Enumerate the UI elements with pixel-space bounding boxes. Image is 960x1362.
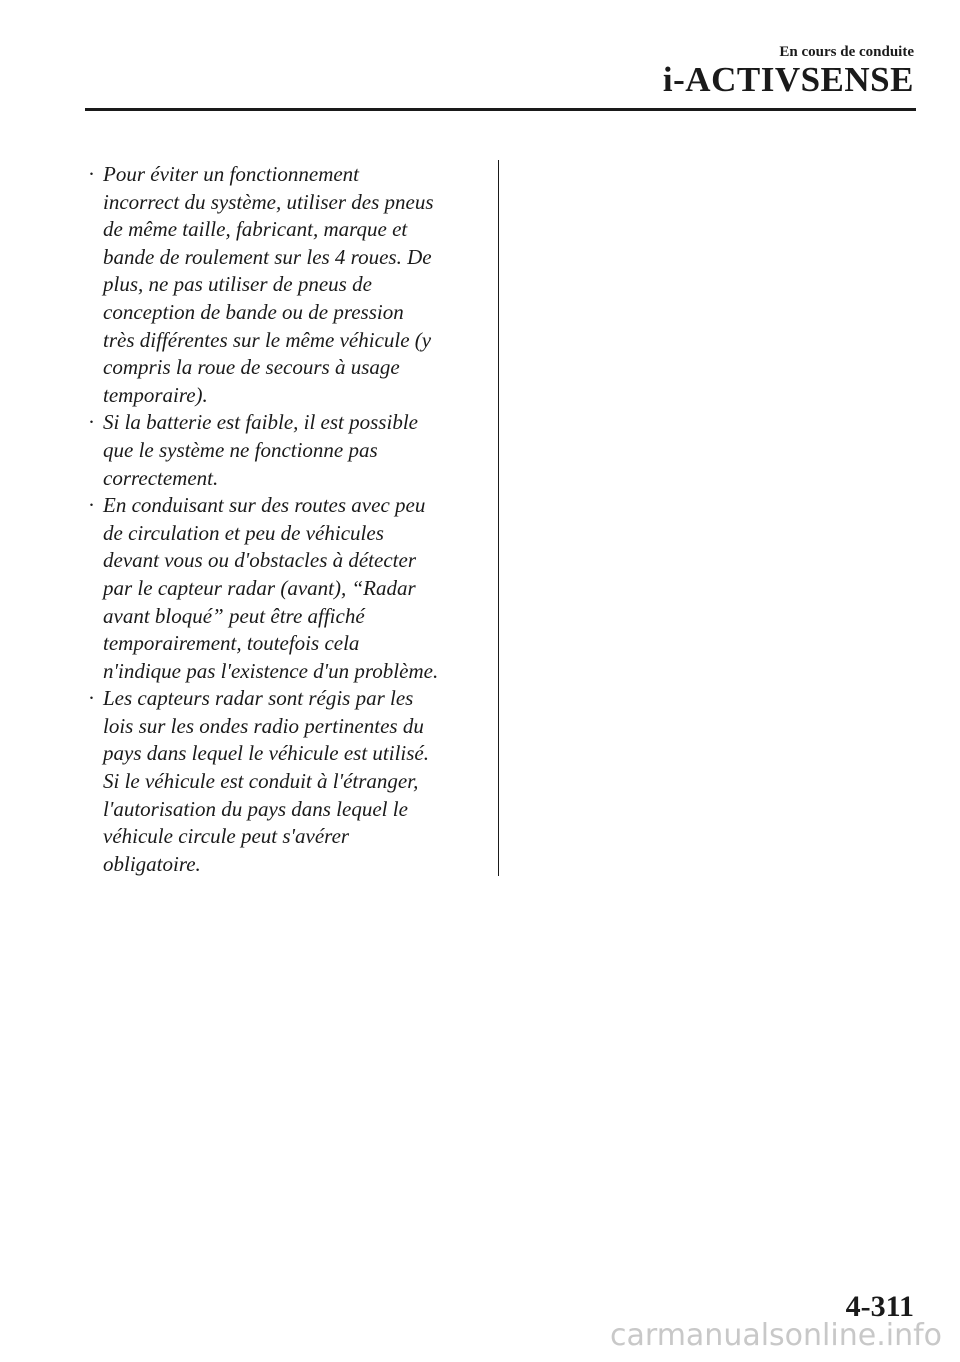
note-line: conception de bande ou de pression [103, 299, 404, 324]
note-item [86, 492, 486, 685]
note-line: n'indique pas l'existence d'un problème. [103, 658, 439, 683]
note-item [86, 409, 486, 492]
page-title: i-ACTIVSENSE [662, 60, 914, 99]
note-item [86, 161, 486, 409]
note-line: Les capteurs radar sont régis par les [103, 686, 414, 711]
note-line: En conduisant sur des routes avec peu [103, 493, 426, 518]
note-item [86, 685, 486, 878]
note-line: bande de roulement sur les 4 roues. De [103, 244, 432, 269]
note-line: véhicule circule peut s'avérer [103, 824, 350, 849]
note-line: lois sur les ondes radio pertinentes du [103, 713, 424, 738]
note-line: obligatoire. [103, 851, 201, 876]
note-line: incorrect du système, utiliser des pneus [103, 189, 434, 214]
note-line: que le système ne fonctionne pas [103, 437, 378, 462]
note-list [86, 161, 486, 878]
note-line: avant bloqué” peut être affiché [103, 603, 365, 628]
note-line: Pour éviter un fonctionnement [103, 162, 360, 186]
page-number: 4-311 [845, 1290, 914, 1323]
bullet-icon: · [88, 493, 95, 518]
note-line: par le capteur radar (avant), “Radar [103, 575, 416, 600]
bullet-icon: · [88, 162, 95, 186]
note-line: pays dans lequel le véhicule est utilisé. [103, 741, 429, 766]
header-section-label: En cours de conduite [779, 44, 914, 60]
note-line: devant vous ou d'obstacles à détecter [103, 548, 416, 573]
note-line: plus, ne pas utiliser de pneus de [103, 272, 372, 297]
note-line: de même taille, fabricant, marque et [103, 217, 408, 242]
bullet-icon: · [88, 686, 95, 711]
note-line: l'autorisation du pays dans lequel le [103, 796, 408, 821]
header-divider [85, 108, 916, 111]
note-line: Si le véhicule est conduit à l'étranger, [103, 769, 419, 794]
note-line: correctement. [103, 465, 219, 490]
note-line: temporaire). [103, 382, 208, 407]
column-divider [498, 160, 499, 876]
note-line: Si la batterie est faible, il est possible [103, 410, 418, 435]
note-line: compris la roue de secours à usage [103, 355, 400, 380]
note-line: très différentes sur le même véhicule (y [103, 327, 432, 352]
bullet-icon: · [88, 410, 95, 435]
note-line: de circulation et peu de véhicules [103, 520, 384, 545]
watermark: carmanualsonline.info [610, 1318, 942, 1353]
note-line: temporairement, toutefois cela [103, 631, 360, 656]
